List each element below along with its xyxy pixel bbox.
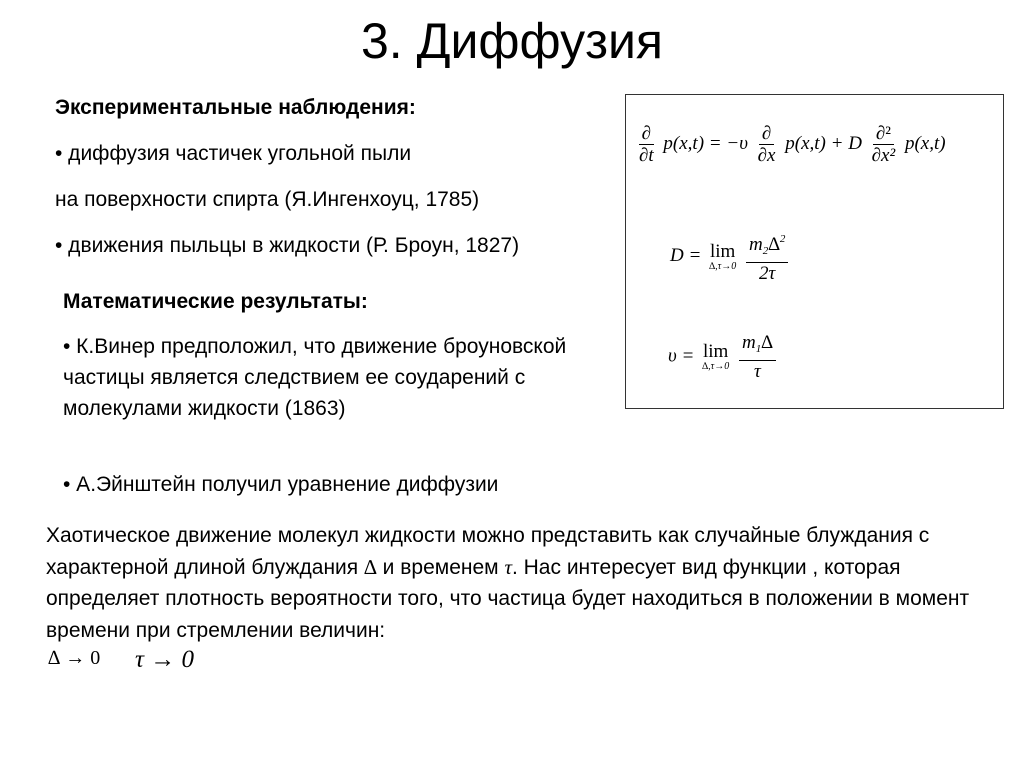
second-derivative: $\frac{\text{∂²}}{\text{∂x²}}$ (871, 123, 896, 166)
limit: lim ∆,τ→0 (702, 341, 730, 372)
v-fraction: $\frac{m_1\Delta}{\tau}$ (739, 332, 776, 382)
drift-velocity-formula (668, 332, 778, 382)
v-equals: υ = (668, 345, 695, 367)
description-paragraph: Хаотическое движение молекул жидкости можно представить как случайные блуждания с характерной длиной блуждания ∆ и временем τ. Нас интересует вид функции , которая определяет плотность вероятности того, что частица будет находиться в положении в момент времени при стремлении величин: (46, 524, 970, 642)
time-derivative: $\frac{\partial}{\partial t}$ (639, 123, 654, 166)
experimental-item-1-line-2: на поверхности спирта (Я.Ингенхоуц, 1785) (55, 188, 480, 211)
delta-limit: ∆ → 0 (48, 647, 101, 669)
plus-D: + D (830, 132, 862, 154)
p-xt: p(x,t) (663, 132, 705, 154)
limit: lim ∆,τ→0 (709, 240, 737, 272)
experimental-heading: Экспериментальные наблюдения: (55, 96, 416, 119)
math-item-1: • К.Винер предположил, что движение броуновской частицы является следствием ее соударений с молекулами жидкости (1863) (63, 335, 567, 420)
tau-symbol: τ (504, 554, 512, 579)
D-fraction: $\frac{m_2\Delta^2}{2\tau}$ (746, 229, 788, 284)
math-item-2: • А.Эйнштейн получил уравнение диффузии (63, 473, 499, 496)
equals-minus-v: = −υ (708, 132, 748, 154)
experimental-item-2: • движения пыльцы в жидкости (Р. Броун, 1827) (55, 234, 520, 257)
diffusion-equation (634, 123, 946, 166)
formula-box (625, 94, 1004, 409)
delta-symbol: ∆ (363, 554, 377, 579)
tau-limit: τ → 0 (135, 646, 194, 673)
space-derivative: $\frac{\partial}{\partial x}$ (757, 123, 776, 166)
math-heading: Математические результаты: (63, 290, 368, 313)
diffusion-coefficient-formula (670, 229, 790, 284)
experimental-item-1-line-1: • диффузия частичек угольной пыли (55, 142, 412, 165)
D-equals: D = (670, 244, 702, 266)
p-xt: p(x,t) (904, 132, 946, 154)
p-xt: p(x,t) (785, 132, 826, 154)
page-title: 3. Диффузия (360, 13, 664, 69)
